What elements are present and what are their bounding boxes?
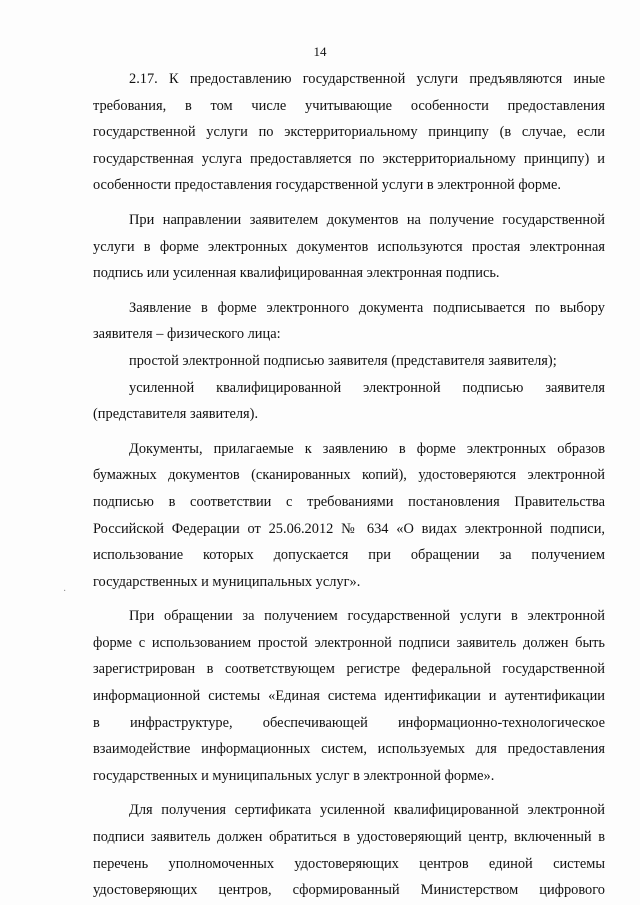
text-line: особенности предоставления государственной услуги в электронной форме. [93,177,561,194]
text-line: Документы, прилагаемые к заявлению в форме электронных образов [129,440,605,457]
text-line: бумажных документов (сканированных копий), удостоверяются электронной [93,467,605,484]
text-line: услуги в форме электронных документов используются простая электронная [93,238,605,255]
paragraph-application-signing [93,295,605,348]
text-line: простой электронной подписью заявителя (представителя заявителя); [129,352,557,369]
paragraph-qualified-signature [93,375,605,428]
text-line: подписи заявитель должен обратиться в удостоверяющий центр, включенный в [93,829,605,846]
text-line: государственных и муниципальных услуг». [93,573,361,590]
text-line: заявителя – физического лица: [93,326,281,343]
paragraph-certificate [93,797,605,903]
text-line: взаимодействие информационных систем, используемых для предоставления [93,741,605,758]
paragraph-attached-documents [93,436,605,596]
text-line: государственной услуги по экстерриториальному принципу (в случае, если [93,124,605,141]
text-line: форме с использованием простой электронной подписи заявитель должен быть [93,634,605,651]
text-line: Российской Федерации от 25.06.2012 № 634 «О видах электронной подписи, [93,520,605,537]
text-line: 2.17. К предоставлению государственной услуги предъявляются иные [129,71,605,87]
text-line: зарегистрирован в соответствующем регистре федеральной государственной [93,661,605,678]
text-line: использование которых допускается при обращении за получением [93,547,605,564]
document-body [93,66,605,904]
text-line: Заявление в форме электронного документа подписывается по выбору [129,299,605,316]
text-line: (представителя заявителя). [93,406,259,423]
paragraph-esia-registration [93,603,605,789]
page-number: 14 [313,44,327,59]
text-line: информационной системы «Единая система идентификации и аутентификации [93,688,605,705]
text-line: перечень уполномоченных удостоверяющих центров единой системы [93,855,605,872]
paragraph-simple-signature [93,348,605,375]
text-line: подпись или усиленная квалифицированная электронная подпись. [93,265,500,282]
text-line: требования, в том числе учитывающие особенности предоставления [93,97,605,114]
text-line: Для получения сертификата усиленной квалифицированной электронной [129,802,605,819]
paragraph-2-17 [93,66,605,199]
text-line: государственных и муниципальных услуг в электронной форме». [93,767,495,784]
text-line: в инфраструктуре, обеспечивающей информационно-технологическое [93,714,605,731]
text-line: При направлении заявителем документов на получение государственной [129,211,605,228]
margin-mark: · [63,586,67,597]
paragraph-signature-types [93,207,605,287]
text-line: удостоверяющих центров, сформированный Министерством цифрового [93,882,605,899]
text-line: При обращении за получением государственной услуги в электронной [129,608,605,625]
text-line: усиленной квалифицированной электронной подписью заявителя [129,379,605,396]
text-line: подписью в соответствии с требованиями постановления Правительства [93,493,605,510]
text-line: государственная услуга предоставляется по экстерриториальному принципу) и [93,150,605,167]
